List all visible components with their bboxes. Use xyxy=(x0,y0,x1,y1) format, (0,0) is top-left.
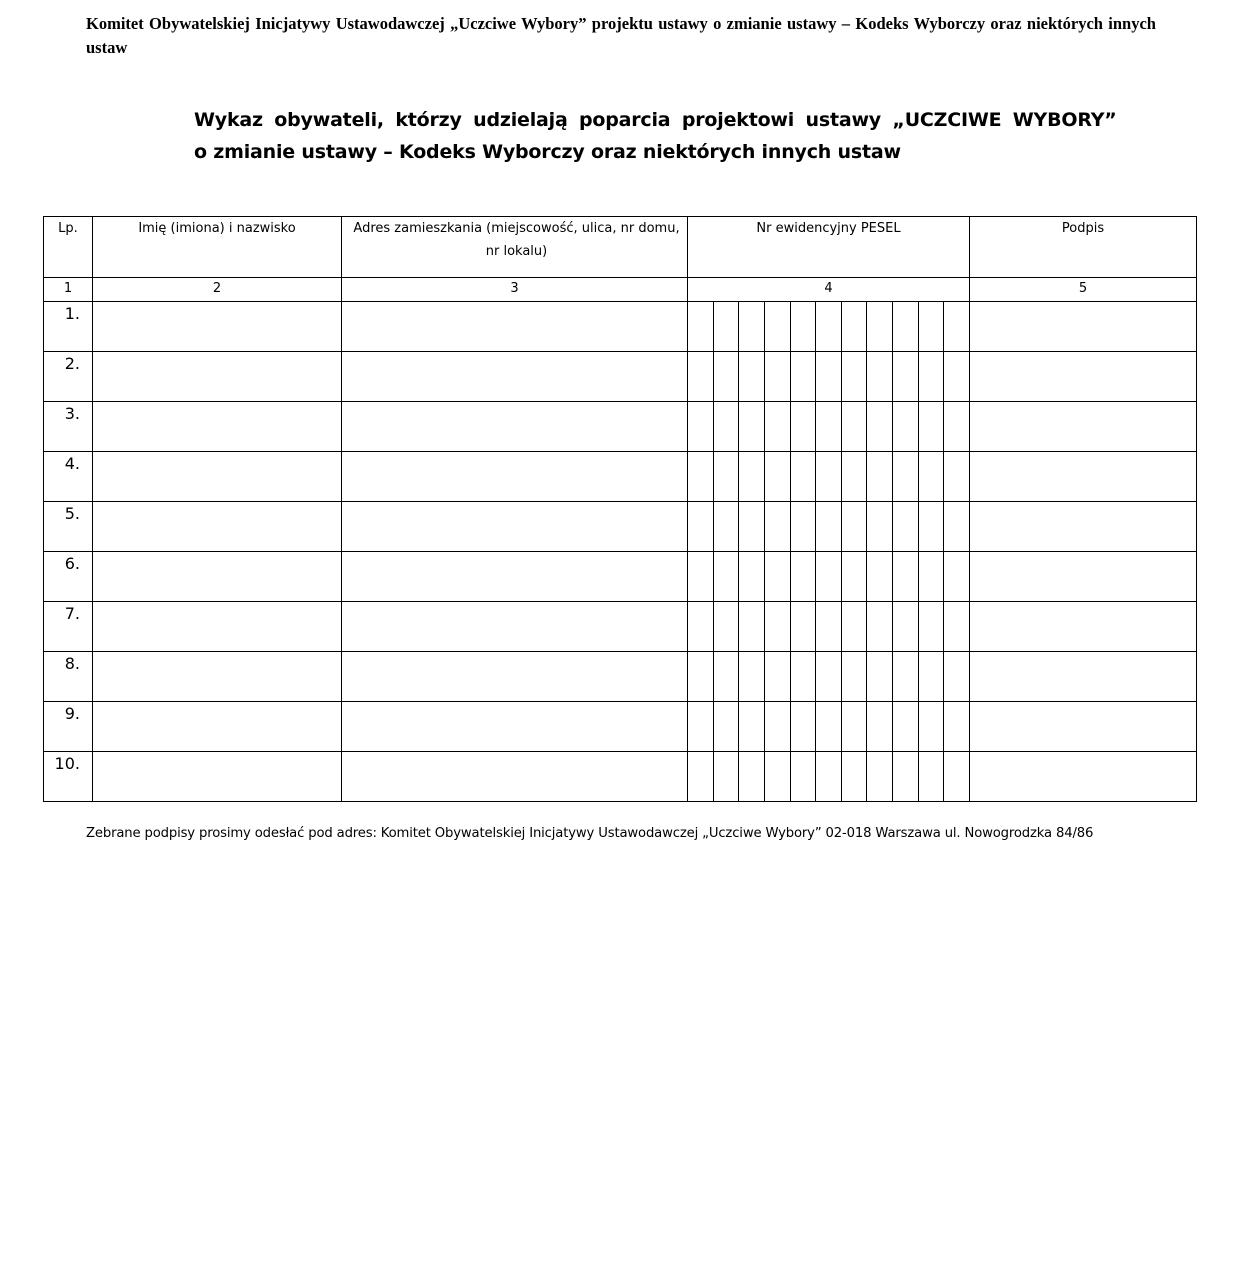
name-field[interactable] xyxy=(93,302,342,352)
pesel-digit-box[interactable] xyxy=(791,652,817,701)
signature-field[interactable] xyxy=(970,452,1197,502)
row-number: 4. xyxy=(44,452,93,502)
name-field[interactable] xyxy=(93,352,342,402)
header-pesel: Nr ewidencyjny PESEL xyxy=(688,217,970,278)
pesel-digit-box[interactable] xyxy=(816,502,842,551)
name-field[interactable] xyxy=(93,402,342,452)
pesel-digit-box[interactable] xyxy=(791,752,817,801)
address-field[interactable] xyxy=(342,452,688,502)
pesel-field[interactable] xyxy=(688,502,970,552)
column-number: 4 xyxy=(688,278,970,302)
title-line-2: o zmianie ustawy – Kodeks Wyborczy oraz niektórych innych ustaw xyxy=(194,141,901,163)
pesel-digit-box[interactable] xyxy=(688,702,714,751)
pesel-digit-box[interactable] xyxy=(714,352,740,401)
pesel-digit-box[interactable] xyxy=(867,302,893,351)
name-field[interactable] xyxy=(93,702,342,752)
pesel-digit-box[interactable] xyxy=(714,452,740,501)
pesel-digit-box[interactable] xyxy=(765,502,791,551)
pesel-digit-box[interactable] xyxy=(714,502,740,551)
column-number-row xyxy=(44,278,1197,302)
pesel-digit-box[interactable] xyxy=(688,402,714,451)
pesel-digit-box[interactable] xyxy=(714,402,740,451)
pesel-digit-box[interactable] xyxy=(791,502,817,551)
pesel-digit-box[interactable] xyxy=(893,702,919,751)
pesel-field[interactable] xyxy=(688,652,970,702)
pesel-digit-box[interactable] xyxy=(714,552,740,601)
pesel-digit-box[interactable] xyxy=(765,452,791,501)
table-row xyxy=(44,502,1197,552)
pesel-digit-box[interactable] xyxy=(944,752,969,801)
pesel-digit-box[interactable] xyxy=(867,352,893,401)
pesel-digit-box[interactable] xyxy=(842,352,868,401)
pesel-digit-box[interactable] xyxy=(893,352,919,401)
pesel-digit-box[interactable] xyxy=(842,752,868,801)
pesel-digit-box[interactable] xyxy=(688,502,714,551)
pesel-digit-box[interactable] xyxy=(714,752,740,801)
pesel-digit-box[interactable] xyxy=(919,552,945,601)
signature-list-table xyxy=(43,216,1197,802)
pesel-digit-box[interactable] xyxy=(739,702,765,751)
row-number: 5. xyxy=(44,502,93,552)
mailing-address-note: Zebrane podpisy prosimy odesłać pod adres: Komitet Obywatelskiej Inicjatywy Ustawodawczej „Uczciwe Wybory” 02-018 Warszawa ul. Nowogrodzka 84/86 xyxy=(86,826,1094,841)
name-field[interactable] xyxy=(93,452,342,502)
pesel-digit-box[interactable] xyxy=(765,352,791,401)
table-row xyxy=(44,602,1197,652)
address-field[interactable] xyxy=(342,352,688,402)
table-row xyxy=(44,302,1197,352)
address-field[interactable] xyxy=(342,602,688,652)
pesel-digit-box[interactable] xyxy=(893,302,919,351)
title-line-1: Wykaz obywateli, którzy udzielają poparcia projektowi ustawy „UCZCIWE WYBORY” xyxy=(194,109,1117,131)
pesel-digit-box[interactable] xyxy=(714,302,740,351)
pesel-digit-box[interactable] xyxy=(791,552,817,601)
name-field[interactable] xyxy=(93,502,342,552)
pesel-digit-box[interactable] xyxy=(791,402,817,451)
committee-header-note: Komitet Obywatelskiej Inicjatywy Ustawodawczej „Uczciwe Wybory” projektu ustawy o zmianie ustawy – Kodeks Wyborczy oraz niektórych innych ustaw xyxy=(86,14,1156,57)
pesel-digit-box[interactable] xyxy=(791,352,817,401)
row-number: 3. xyxy=(44,402,93,452)
signature-field[interactable] xyxy=(970,752,1197,802)
row-number: 7. xyxy=(44,602,93,652)
page-title xyxy=(194,104,1117,168)
pesel-digit-box[interactable] xyxy=(739,552,765,601)
address-field[interactable] xyxy=(342,552,688,602)
signature-field[interactable] xyxy=(970,602,1197,652)
header-address: Adres zamieszkania (miejscowość, ulica, nr domu, nr lokalu) xyxy=(342,217,688,278)
pesel-digit-box[interactable] xyxy=(919,602,945,651)
pesel-digit-box[interactable] xyxy=(944,452,969,501)
pesel-digit-box[interactable] xyxy=(816,702,842,751)
table-row xyxy=(44,452,1197,502)
signature-field[interactable] xyxy=(970,702,1197,752)
column-number: 2 xyxy=(93,278,342,302)
name-field[interactable] xyxy=(93,652,342,702)
pesel-digit-box[interactable] xyxy=(944,352,969,401)
pesel-digit-box[interactable] xyxy=(816,452,842,501)
pesel-digit-box[interactable] xyxy=(867,652,893,701)
pesel-field[interactable] xyxy=(688,702,970,752)
pesel-digit-box[interactable] xyxy=(714,702,740,751)
pesel-digit-box[interactable] xyxy=(842,452,868,501)
pesel-digit-box[interactable] xyxy=(765,652,791,701)
pesel-digit-box[interactable] xyxy=(688,302,714,351)
pesel-digit-box[interactable] xyxy=(842,602,868,651)
pesel-digit-box[interactable] xyxy=(688,452,714,501)
name-field[interactable] xyxy=(93,752,342,802)
signature-field[interactable] xyxy=(970,402,1197,452)
pesel-digit-box[interactable] xyxy=(765,552,791,601)
pesel-digit-box[interactable] xyxy=(867,752,893,801)
pesel-digit-box[interactable] xyxy=(944,302,969,351)
signature-field[interactable] xyxy=(970,652,1197,702)
pesel-digit-box[interactable] xyxy=(919,502,945,551)
pesel-digit-box[interactable] xyxy=(739,302,765,351)
pesel-digit-box[interactable] xyxy=(765,402,791,451)
pesel-digit-box[interactable] xyxy=(919,302,945,351)
pesel-digit-box[interactable] xyxy=(842,402,868,451)
pesel-digit-box[interactable] xyxy=(919,452,945,501)
pesel-digit-box[interactable] xyxy=(688,552,714,601)
name-field[interactable] xyxy=(93,602,342,652)
pesel-digit-box[interactable] xyxy=(893,502,919,551)
address-field[interactable] xyxy=(342,652,688,702)
pesel-field[interactable] xyxy=(688,452,970,502)
pesel-digit-box[interactable] xyxy=(867,452,893,501)
pesel-digit-box[interactable] xyxy=(867,702,893,751)
pesel-digit-box[interactable] xyxy=(842,552,868,601)
pesel-digit-box[interactable] xyxy=(842,702,868,751)
pesel-digit-box[interactable] xyxy=(867,552,893,601)
pesel-digit-box[interactable] xyxy=(944,402,969,451)
address-field[interactable] xyxy=(342,702,688,752)
pesel-digit-box[interactable] xyxy=(893,752,919,801)
pesel-digit-box[interactable] xyxy=(739,752,765,801)
pesel-digit-box[interactable] xyxy=(816,402,842,451)
pesel-digit-box[interactable] xyxy=(919,352,945,401)
pesel-digit-box[interactable] xyxy=(944,502,969,551)
pesel-digit-box[interactable] xyxy=(944,702,969,751)
pesel-field[interactable] xyxy=(688,552,970,602)
table-row xyxy=(44,552,1197,602)
pesel-field[interactable] xyxy=(688,752,970,802)
column-number: 1 xyxy=(44,278,93,302)
row-number: 8. xyxy=(44,652,93,702)
pesel-digit-box[interactable] xyxy=(944,602,969,651)
row-number: 2. xyxy=(44,352,93,402)
pesel-digit-box[interactable] xyxy=(739,502,765,551)
pesel-digit-box[interactable] xyxy=(893,402,919,451)
pesel-digit-box[interactable] xyxy=(893,552,919,601)
pesel-digit-box[interactable] xyxy=(944,552,969,601)
row-number: 9. xyxy=(44,702,93,752)
pesel-digit-box[interactable] xyxy=(919,402,945,451)
pesel-digit-box[interactable] xyxy=(893,452,919,501)
pesel-field[interactable] xyxy=(688,602,970,652)
pesel-digit-box[interactable] xyxy=(765,602,791,651)
pesel-digit-box[interactable] xyxy=(739,602,765,651)
pesel-digit-box[interactable] xyxy=(867,602,893,651)
pesel-digit-box[interactable] xyxy=(739,402,765,451)
pesel-digit-box[interactable] xyxy=(944,652,969,701)
address-field[interactable] xyxy=(342,402,688,452)
header-lp: Lp. xyxy=(44,217,93,278)
pesel-digit-box[interactable] xyxy=(739,352,765,401)
table-row xyxy=(44,402,1197,452)
pesel-digit-box[interactable] xyxy=(791,302,817,351)
table-row xyxy=(44,352,1197,402)
pesel-digit-box[interactable] xyxy=(919,652,945,701)
pesel-digit-box[interactable] xyxy=(791,452,817,501)
table-row xyxy=(44,752,1197,802)
pesel-digit-box[interactable] xyxy=(688,602,714,651)
pesel-field[interactable] xyxy=(688,302,970,352)
row-number: 1. xyxy=(44,302,93,352)
pesel-digit-box[interactable] xyxy=(688,752,714,801)
pesel-digit-box[interactable] xyxy=(842,302,868,351)
pesel-digit-box[interactable] xyxy=(919,752,945,801)
pesel-digit-box[interactable] xyxy=(867,402,893,451)
pesel-digit-box[interactable] xyxy=(919,702,945,751)
table-row xyxy=(44,702,1197,752)
pesel-digit-box[interactable] xyxy=(816,602,842,651)
table-row xyxy=(44,652,1197,702)
pesel-digit-box[interactable] xyxy=(893,602,919,651)
pesel-digit-box[interactable] xyxy=(816,352,842,401)
pesel-digit-box[interactable] xyxy=(714,652,740,701)
signature-field[interactable] xyxy=(970,502,1197,552)
pesel-digit-box[interactable] xyxy=(739,452,765,501)
signature-field[interactable] xyxy=(970,552,1197,602)
signature-field[interactable] xyxy=(970,302,1197,352)
column-number: 3 xyxy=(342,278,688,302)
pesel-digit-box[interactable] xyxy=(714,602,740,651)
row-number: 10. xyxy=(44,752,93,802)
row-number: 6. xyxy=(44,552,93,602)
pesel-digit-box[interactable] xyxy=(816,652,842,701)
pesel-digit-box[interactable] xyxy=(765,702,791,751)
address-field[interactable] xyxy=(342,752,688,802)
pesel-digit-box[interactable] xyxy=(842,652,868,701)
header-name: Imię (imiona) i nazwisko xyxy=(93,217,342,278)
address-field[interactable] xyxy=(342,302,688,352)
address-field[interactable] xyxy=(342,502,688,552)
pesel-digit-box[interactable] xyxy=(842,502,868,551)
pesel-digit-box[interactable] xyxy=(816,552,842,601)
pesel-digit-box[interactable] xyxy=(765,752,791,801)
pesel-digit-box[interactable] xyxy=(816,302,842,351)
pesel-digit-box[interactable] xyxy=(765,302,791,351)
pesel-digit-box[interactable] xyxy=(816,752,842,801)
pesel-digit-box[interactable] xyxy=(893,652,919,701)
pesel-digit-box[interactable] xyxy=(791,602,817,651)
pesel-digit-box[interactable] xyxy=(791,702,817,751)
name-field[interactable] xyxy=(93,552,342,602)
pesel-digit-box[interactable] xyxy=(688,652,714,701)
pesel-digit-box[interactable] xyxy=(867,502,893,551)
column-number: 5 xyxy=(970,278,1197,302)
pesel-digit-box[interactable] xyxy=(688,352,714,401)
pesel-field[interactable] xyxy=(688,402,970,452)
pesel-digit-box[interactable] xyxy=(739,652,765,701)
pesel-field[interactable] xyxy=(688,352,970,402)
header-signature: Podpis xyxy=(970,217,1197,278)
signature-field[interactable] xyxy=(970,352,1197,402)
table-header-row xyxy=(44,217,1197,278)
